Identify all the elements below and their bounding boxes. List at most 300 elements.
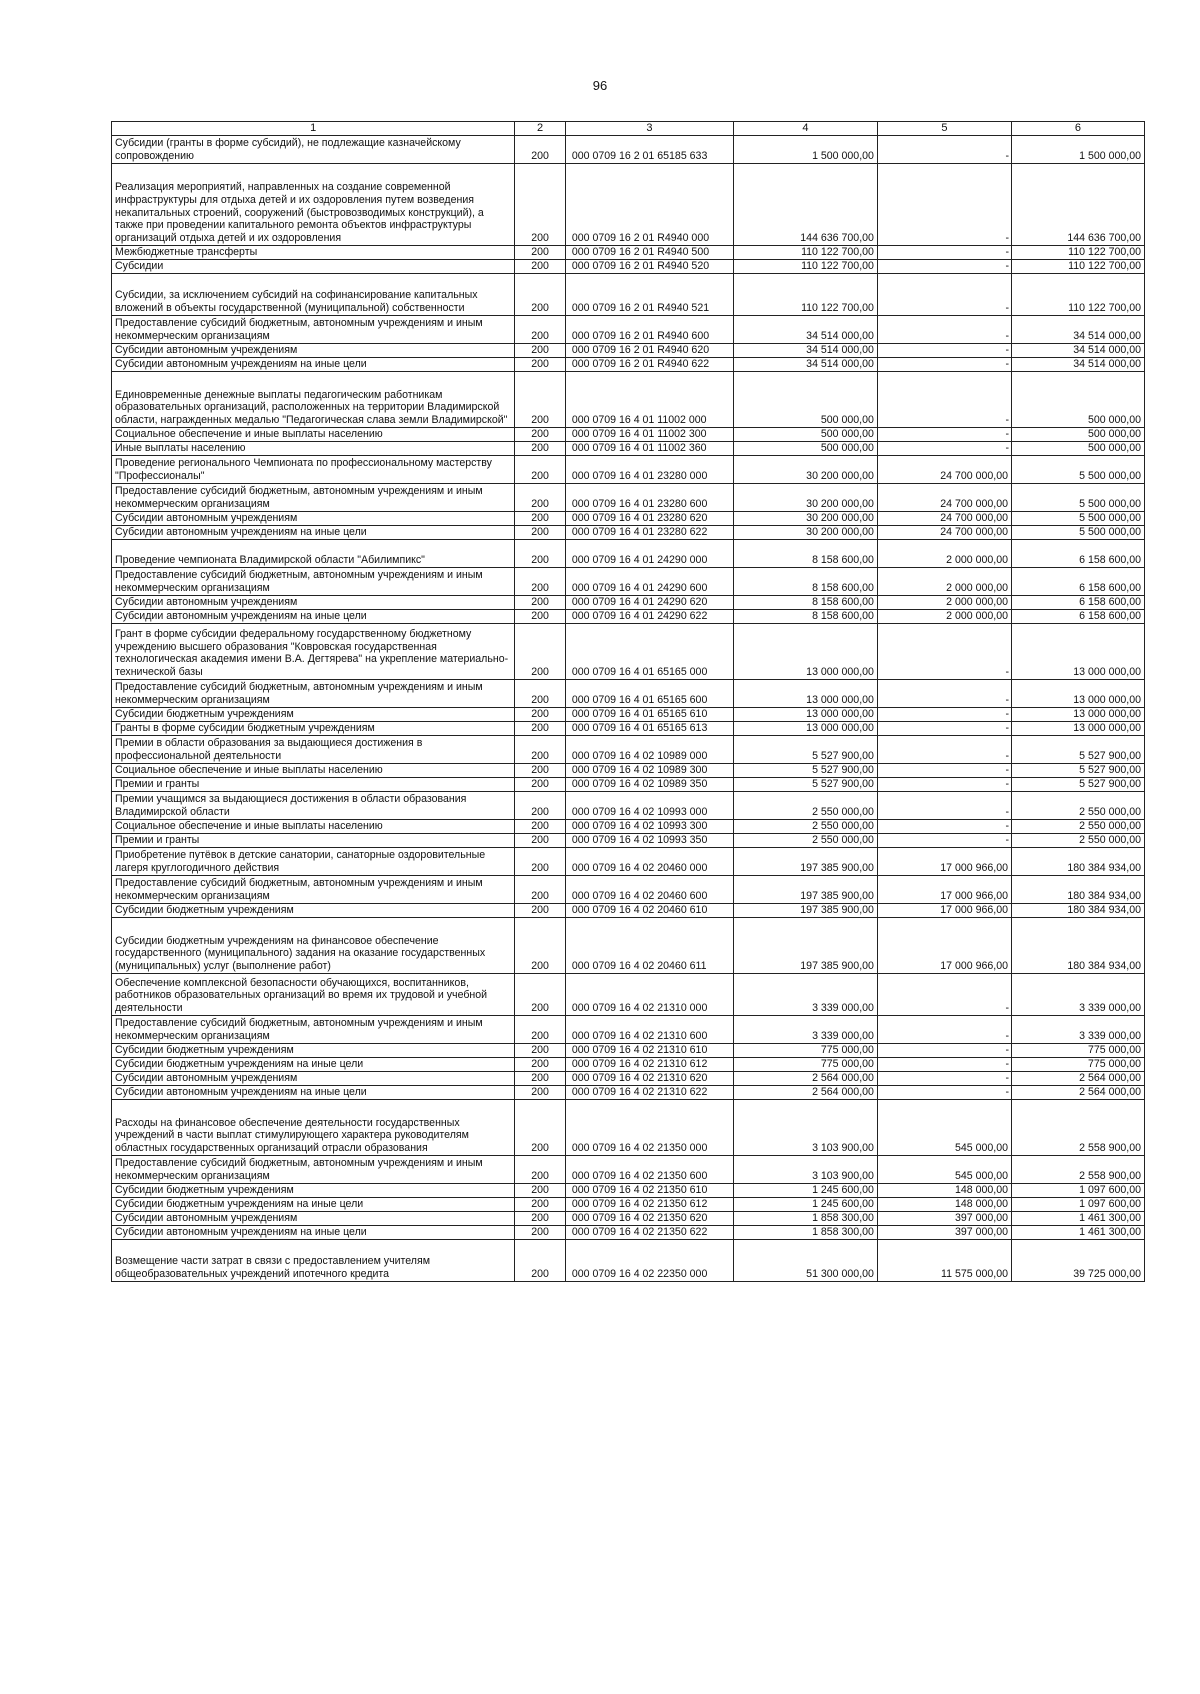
row-amount-col5 [877, 778, 1011, 792]
row-admin-code: 200 [515, 484, 566, 512]
table-row [112, 610, 1145, 624]
row-name: Субсидии (гранты в форме субсидий), не подлежащие казначейскому сопровождению [112, 136, 515, 164]
row-amount-col5: 397 000,00 [877, 1212, 1011, 1226]
table-row [112, 1156, 1145, 1184]
row-budget-code: 000 0709 16 2 01 R4940 000 [565, 164, 733, 246]
row-amount-col5 [877, 316, 1011, 344]
row-name: Единовременные денежные выплаты педагогическим работникам образовательных организаций, расположенных на территории Владимирской области, награжденных медалью "Педагогическая слава земли Владимирской" [112, 372, 515, 428]
row-amount-col6: 110 122 700,00 [1011, 246, 1144, 260]
row-name: Приобретение путёвок в детские санатории, санаторные оздоровительные лагеря круглогодичного действия [112, 848, 515, 876]
row-amount-col5 [877, 274, 1011, 316]
row-amount-col4: 1 858 300,00 [733, 1226, 877, 1240]
row-admin-code: 200 [515, 512, 566, 526]
budget-table [111, 121, 1145, 1282]
row-name: Субсидии автономным учреждениям [112, 596, 515, 610]
row-budget-code: 000 0709 16 4 02 10993 350 [565, 834, 733, 848]
row-name: Субсидии бюджетным учреждениям на иные цели [112, 1058, 515, 1072]
row-amount-col4: 8 158 600,00 [733, 610, 877, 624]
row-name: Субсидии бюджетным учреждениям [112, 904, 515, 918]
row-budget-code: 000 0709 16 4 02 20460 600 [565, 876, 733, 904]
table-row [112, 1198, 1145, 1212]
row-name: Субсидии автономным учреждениям на иные цели [112, 1086, 515, 1100]
row-budget-code: 000 0709 16 4 02 21350 000 [565, 1100, 733, 1156]
row-amount-col4: 197 385 900,00 [733, 918, 877, 974]
row-amount-col4: 13 000 000,00 [733, 624, 877, 680]
row-name: Проведение регионального Чемпионата по профессиональному мастерству "Профессионалы" [112, 456, 515, 484]
table-row [112, 246, 1145, 260]
table-row [112, 1226, 1145, 1240]
table-row [112, 876, 1145, 904]
table-row [112, 764, 1145, 778]
table-row [112, 358, 1145, 372]
row-amount-col6: 3 339 000,00 [1011, 1016, 1144, 1044]
table-row [112, 442, 1145, 456]
row-amount-col4: 34 514 000,00 [733, 358, 877, 372]
row-amount-col6: 5 500 000,00 [1011, 484, 1144, 512]
row-amount-col6: 1 461 300,00 [1011, 1226, 1144, 1240]
row-amount-col4: 1 500 000,00 [733, 136, 877, 164]
row-amount-col6: 34 514 000,00 [1011, 316, 1144, 344]
row-amount-col4: 775 000,00 [733, 1058, 877, 1072]
row-admin-code: 200 [515, 848, 566, 876]
column-header: 3 [565, 122, 733, 136]
table-row [112, 260, 1145, 274]
table-row [112, 1212, 1145, 1226]
row-name: Иные выплаты населению [112, 442, 515, 456]
row-admin-code: 200 [515, 624, 566, 680]
row-admin-code: 200 [515, 164, 566, 246]
column-header: 5 [877, 122, 1011, 136]
row-amount-col5: 11 575 000,00 [877, 1240, 1011, 1282]
table-row [112, 624, 1145, 680]
row-amount-col6: 180 384 934,00 [1011, 876, 1144, 904]
row-admin-code: 200 [515, 526, 566, 540]
row-amount-col5: 24 700 000,00 [877, 484, 1011, 512]
row-amount-col5: 17 000 966,00 [877, 876, 1011, 904]
row-amount-col6: 34 514 000,00 [1011, 358, 1144, 372]
row-amount-col6: 2 550 000,00 [1011, 792, 1144, 820]
row-amount-col5: 17 000 966,00 [877, 904, 1011, 918]
table-row [112, 848, 1145, 876]
row-amount-col4: 13 000 000,00 [733, 722, 877, 736]
row-name: Премии учащимся за выдающиеся достижения в области образования Владимирской области [112, 792, 515, 820]
row-amount-col5 [877, 680, 1011, 708]
row-amount-col4: 34 514 000,00 [733, 344, 877, 358]
row-name: Субсидии автономным учреждениям [112, 512, 515, 526]
row-amount-col5 [877, 736, 1011, 764]
row-amount-col4: 3 103 900,00 [733, 1100, 877, 1156]
row-name: Гранты в форме субсидии бюджетным учреждениям [112, 722, 515, 736]
row-amount-col6: 2 558 900,00 [1011, 1156, 1144, 1184]
row-name: Проведение чемпионата Владимирской области "Абилимпикс" [112, 540, 515, 568]
row-amount-col4: 5 527 900,00 [733, 778, 877, 792]
row-amount-col5: 148 000,00 [877, 1184, 1011, 1198]
table-row [112, 680, 1145, 708]
row-amount-col4: 197 385 900,00 [733, 848, 877, 876]
row-amount-col6: 6 158 600,00 [1011, 610, 1144, 624]
row-amount-col6: 500 000,00 [1011, 428, 1144, 442]
row-budget-code: 000 0709 16 4 02 10989 350 [565, 778, 733, 792]
row-amount-col6: 500 000,00 [1011, 442, 1144, 456]
row-admin-code: 200 [515, 1156, 566, 1184]
table-row [112, 596, 1145, 610]
row-name: Субсидии, за исключением субсидий на софинансирование капитальных вложений в объекты государственной (муниципальной) собственности [112, 274, 515, 316]
row-amount-col6: 775 000,00 [1011, 1058, 1144, 1072]
row-budget-code: 000 0709 16 2 01 R4940 520 [565, 260, 733, 274]
row-name: Предоставление субсидий бюджетным, автономным учреждениям и иным некоммерческим организациям [112, 876, 515, 904]
row-budget-code: 000 0709 16 4 01 65165 000 [565, 624, 733, 680]
row-name: Возмещение части затрат в связи с предоставлением учителям общеобразовательных учреждений ипотечного кредита [112, 1240, 515, 1282]
row-amount-col6: 5 527 900,00 [1011, 736, 1144, 764]
row-budget-code: 000 0709 16 4 02 22350 000 [565, 1240, 733, 1282]
row-budget-code: 000 0709 16 2 01 R4940 521 [565, 274, 733, 316]
row-admin-code: 200 [515, 904, 566, 918]
row-amount-col6: 5 527 900,00 [1011, 764, 1144, 778]
row-amount-col6: 110 122 700,00 [1011, 260, 1144, 274]
row-admin-code: 200 [515, 680, 566, 708]
row-amount-col4: 3 103 900,00 [733, 1156, 877, 1184]
row-name: Субсидии автономным учреждениям [112, 1072, 515, 1086]
row-budget-code: 000 0709 16 4 01 24290 600 [565, 568, 733, 596]
row-budget-code: 000 0709 16 4 01 23280 622 [565, 526, 733, 540]
row-amount-col5: 545 000,00 [877, 1156, 1011, 1184]
table-row [112, 428, 1145, 442]
row-amount-col5 [877, 764, 1011, 778]
row-budget-code: 000 0709 16 4 01 24290 620 [565, 596, 733, 610]
row-amount-col5 [877, 1072, 1011, 1086]
page-number: 96 [592, 78, 608, 93]
row-amount-col4: 3 339 000,00 [733, 1016, 877, 1044]
row-admin-code: 200 [515, 596, 566, 610]
row-amount-col4: 500 000,00 [733, 442, 877, 456]
row-admin-code: 200 [515, 834, 566, 848]
row-amount-col4: 1 245 600,00 [733, 1198, 877, 1212]
row-amount-col4: 2 550 000,00 [733, 820, 877, 834]
row-name: Социальное обеспечение и иные выплаты населению [112, 428, 515, 442]
row-amount-col4: 1 245 600,00 [733, 1184, 877, 1198]
row-amount-col5 [877, 442, 1011, 456]
row-budget-code: 000 0709 16 2 01 R4940 620 [565, 344, 733, 358]
row-amount-col4: 8 158 600,00 [733, 568, 877, 596]
table-row [112, 164, 1145, 246]
row-admin-code: 200 [515, 428, 566, 442]
row-admin-code: 200 [515, 1240, 566, 1282]
row-name: Предоставление субсидий бюджетным, автономным учреждениям и иным некоммерческим организациям [112, 1156, 515, 1184]
table-row [112, 136, 1145, 164]
row-budget-code: 000 0709 16 4 01 24290 000 [565, 540, 733, 568]
row-name: Реализация мероприятий, направленных на создание современной инфраструктуры для отдыха детей и их оздоровления путем возведения некапитальных строений, сооружений (быстровозводимых конструкций), а также при проведении капитального ремонта объектов инфраструктуры организаций отдыха детей и их оздоровления [112, 164, 515, 246]
row-name: Субсидии автономным учреждениям на иные цели [112, 358, 515, 372]
row-budget-code: 000 0709 16 2 01 R4940 622 [565, 358, 733, 372]
row-admin-code: 200 [515, 1044, 566, 1058]
row-amount-col5 [877, 1086, 1011, 1100]
row-name: Субсидии бюджетным учреждениям на иные цели [112, 1198, 515, 1212]
row-amount-col5: 2 000 000,00 [877, 568, 1011, 596]
row-admin-code: 200 [515, 442, 566, 456]
row-name: Премии и гранты [112, 778, 515, 792]
table-row [112, 1100, 1145, 1156]
row-admin-code: 200 [515, 1086, 566, 1100]
row-budget-code: 000 0709 16 4 02 21350 612 [565, 1198, 733, 1212]
row-amount-col4: 110 122 700,00 [733, 260, 877, 274]
row-amount-col4: 775 000,00 [733, 1044, 877, 1058]
row-amount-col4: 110 122 700,00 [733, 274, 877, 316]
row-budget-code: 000 0709 16 4 02 10993 000 [565, 792, 733, 820]
row-budget-code: 000 0709 16 4 02 21310 600 [565, 1016, 733, 1044]
table-row [112, 820, 1145, 834]
row-name: Предоставление субсидий бюджетным, автономным учреждениям и иным некоммерческим организациям [112, 1016, 515, 1044]
row-name: Грант в форме субсидии федеральному государственному бюджетному учреждению высшего образования "Ковровская государственная технологическая академия имени В.А. Дегтярева" на укрепление материально-технической базы [112, 624, 515, 680]
row-admin-code: 200 [515, 358, 566, 372]
row-amount-col6: 5 500 000,00 [1011, 456, 1144, 484]
row-amount-col4: 197 385 900,00 [733, 904, 877, 918]
row-budget-code: 000 0709 16 4 02 21310 000 [565, 974, 733, 1016]
row-name: Социальное обеспечение и иные выплаты населению [112, 820, 515, 834]
row-amount-col4: 2 564 000,00 [733, 1072, 877, 1086]
row-amount-col6: 13 000 000,00 [1011, 624, 1144, 680]
row-amount-col6: 2 550 000,00 [1011, 834, 1144, 848]
row-name: Премии в области образования за выдающиеся достижения в профессиональной деятельности [112, 736, 515, 764]
row-amount-col4: 30 200 000,00 [733, 484, 877, 512]
row-budget-code: 000 0709 16 4 01 24290 622 [565, 610, 733, 624]
table-row [112, 1044, 1145, 1058]
row-amount-col5 [877, 1044, 1011, 1058]
row-amount-col5 [877, 624, 1011, 680]
row-budget-code: 000 0709 16 4 02 21310 620 [565, 1072, 733, 1086]
table-row [112, 974, 1145, 1016]
row-amount-col5: 2 000 000,00 [877, 540, 1011, 568]
row-admin-code: 200 [515, 708, 566, 722]
table-row [112, 316, 1145, 344]
table-row [112, 918, 1145, 974]
row-amount-col5: 24 700 000,00 [877, 526, 1011, 540]
row-name: Субсидии [112, 260, 515, 274]
row-name: Межбюджетные трансферты [112, 246, 515, 260]
row-name: Субсидии автономным учреждениям на иные цели [112, 526, 515, 540]
row-amount-col6: 775 000,00 [1011, 1044, 1144, 1058]
row-amount-col4: 30 200 000,00 [733, 512, 877, 526]
row-amount-col6: 6 158 600,00 [1011, 540, 1144, 568]
row-amount-col5 [877, 722, 1011, 736]
row-admin-code: 200 [515, 260, 566, 274]
row-amount-col6: 2 564 000,00 [1011, 1086, 1144, 1100]
row-amount-col4: 34 514 000,00 [733, 316, 877, 344]
row-admin-code: 200 [515, 610, 566, 624]
column-header: 2 [515, 122, 566, 136]
row-admin-code: 200 [515, 372, 566, 428]
row-amount-col6: 2 550 000,00 [1011, 820, 1144, 834]
row-amount-col4: 13 000 000,00 [733, 680, 877, 708]
row-amount-col5: 148 000,00 [877, 1198, 1011, 1212]
row-amount-col4: 110 122 700,00 [733, 246, 877, 260]
row-admin-code: 200 [515, 136, 566, 164]
table-row [112, 722, 1145, 736]
row-amount-col4: 13 000 000,00 [733, 708, 877, 722]
row-amount-col6: 5 527 900,00 [1011, 778, 1144, 792]
table-row [112, 484, 1145, 512]
row-budget-code: 000 0709 16 2 01 R4940 500 [565, 246, 733, 260]
row-budget-code: 000 0709 16 4 01 65165 600 [565, 680, 733, 708]
table-row [112, 1058, 1145, 1072]
row-budget-code: 000 0709 16 4 01 23280 620 [565, 512, 733, 526]
row-amount-col4: 144 636 700,00 [733, 164, 877, 246]
row-name: Премии и гранты [112, 834, 515, 848]
row-amount-col4: 500 000,00 [733, 372, 877, 428]
row-amount-col6: 34 514 000,00 [1011, 344, 1144, 358]
row-amount-col5 [877, 1016, 1011, 1044]
row-budget-code: 000 0709 16 4 02 10993 300 [565, 820, 733, 834]
row-amount-col4: 51 300 000,00 [733, 1240, 877, 1282]
row-amount-col6: 6 158 600,00 [1011, 596, 1144, 610]
row-amount-col5 [877, 820, 1011, 834]
table-row [112, 344, 1145, 358]
row-budget-code: 000 0709 16 4 01 65165 610 [565, 708, 733, 722]
row-amount-col4: 3 339 000,00 [733, 974, 877, 1016]
row-admin-code: 200 [515, 1184, 566, 1198]
row-amount-col5 [877, 834, 1011, 848]
row-amount-col6: 13 000 000,00 [1011, 680, 1144, 708]
table-row [112, 1184, 1145, 1198]
row-name: Субсидии автономным учреждениям на иные цели [112, 1226, 515, 1240]
row-amount-col5 [877, 344, 1011, 358]
row-amount-col6: 180 384 934,00 [1011, 918, 1144, 974]
row-amount-col6: 500 000,00 [1011, 372, 1144, 428]
table-row [112, 1086, 1145, 1100]
row-amount-col6: 13 000 000,00 [1011, 722, 1144, 736]
row-name: Субсидии автономным учреждениям [112, 1212, 515, 1226]
row-name: Субсидии автономным учреждениям на иные цели [112, 610, 515, 624]
row-name: Субсидии бюджетным учреждениям на финансовое обеспечение государственного (муниципального) задания на оказание государственных (муниципальных) услуг (выполнение работ) [112, 918, 515, 974]
row-budget-code: 000 0709 16 4 02 20460 000 [565, 848, 733, 876]
row-amount-col6: 1 097 600,00 [1011, 1198, 1144, 1212]
row-amount-col4: 500 000,00 [733, 428, 877, 442]
row-amount-col6: 2 564 000,00 [1011, 1072, 1144, 1086]
row-admin-code: 200 [515, 456, 566, 484]
row-amount-col4: 30 200 000,00 [733, 456, 877, 484]
row-admin-code: 200 [515, 1058, 566, 1072]
row-budget-code: 000 0709 16 4 02 21350 610 [565, 1184, 733, 1198]
row-amount-col6: 1 097 600,00 [1011, 1184, 1144, 1198]
table-header-row [112, 122, 1145, 136]
row-amount-col5: 24 700 000,00 [877, 456, 1011, 484]
row-admin-code: 200 [515, 778, 566, 792]
row-admin-code: 200 [515, 876, 566, 904]
row-admin-code: 200 [515, 764, 566, 778]
row-amount-col5 [877, 358, 1011, 372]
column-header: 1 [112, 122, 515, 136]
row-name: Расходы на финансовое обеспечение деятельности государственных учреждений в части выплат стимулирующего характера руководителям областных государственных организаций отрасли образования [112, 1100, 515, 1156]
row-name: Предоставление субсидий бюджетным, автономным учреждениям и иным некоммерческим организациям [112, 568, 515, 596]
row-name: Субсидии бюджетным учреждениям [112, 708, 515, 722]
row-budget-code: 000 0709 16 4 02 21310 622 [565, 1086, 733, 1100]
row-amount-col6: 13 000 000,00 [1011, 708, 1144, 722]
row-budget-code: 000 0709 16 4 01 11002 360 [565, 442, 733, 456]
row-amount-col5 [877, 164, 1011, 246]
row-amount-col5 [877, 260, 1011, 274]
row-budget-code: 000 0709 16 4 02 21350 600 [565, 1156, 733, 1184]
row-amount-col4: 8 158 600,00 [733, 540, 877, 568]
table-row [112, 540, 1145, 568]
row-budget-code: 000 0709 16 4 02 21350 622 [565, 1226, 733, 1240]
row-amount-col5 [877, 792, 1011, 820]
table-row [112, 1016, 1145, 1044]
row-amount-col5: 17 000 966,00 [877, 918, 1011, 974]
row-name: Субсидии автономным учреждениям [112, 344, 515, 358]
row-amount-col6: 1 500 000,00 [1011, 136, 1144, 164]
row-admin-code: 200 [515, 792, 566, 820]
table-row [112, 904, 1145, 918]
table-row [112, 568, 1145, 596]
column-header: 4 [733, 122, 877, 136]
row-amount-col6: 6 158 600,00 [1011, 568, 1144, 596]
row-budget-code: 000 0709 16 4 02 10989 300 [565, 764, 733, 778]
row-name: Обеспечение комплексной безопасности обучающихся, воспитанников, работников образовательных организаций во время их трудовой и учебной деятельности [112, 974, 515, 1016]
row-amount-col6: 180 384 934,00 [1011, 848, 1144, 876]
row-budget-code: 000 0709 16 4 02 10989 000 [565, 736, 733, 764]
table-row [112, 526, 1145, 540]
row-admin-code: 200 [515, 540, 566, 568]
row-budget-code: 000 0709 16 2 01 R4940 600 [565, 316, 733, 344]
row-amount-col5 [877, 1058, 1011, 1072]
row-admin-code: 200 [515, 1212, 566, 1226]
row-admin-code: 200 [515, 1016, 566, 1044]
row-amount-col5 [877, 136, 1011, 164]
row-amount-col4: 5 527 900,00 [733, 736, 877, 764]
row-admin-code: 200 [515, 344, 566, 358]
row-name: Предоставление субсидий бюджетным, автономным учреждениям и иным некоммерческим организациям [112, 680, 515, 708]
row-amount-col6: 5 500 000,00 [1011, 512, 1144, 526]
row-admin-code: 200 [515, 1226, 566, 1240]
row-amount-col4: 2 550 000,00 [733, 792, 877, 820]
row-amount-col6: 2 558 900,00 [1011, 1100, 1144, 1156]
row-amount-col6: 5 500 000,00 [1011, 526, 1144, 540]
row-amount-col4: 30 200 000,00 [733, 526, 877, 540]
row-amount-col6: 110 122 700,00 [1011, 274, 1144, 316]
row-amount-col4: 2 550 000,00 [733, 834, 877, 848]
table-row [112, 792, 1145, 820]
row-amount-col6: 180 384 934,00 [1011, 904, 1144, 918]
column-header: 6 [1011, 122, 1144, 136]
row-amount-col5: 17 000 966,00 [877, 848, 1011, 876]
row-amount-col5 [877, 246, 1011, 260]
row-budget-code: 000 0709 16 4 01 23280 600 [565, 484, 733, 512]
row-admin-code: 200 [515, 246, 566, 260]
row-budget-code: 000 0709 16 2 01 65185 633 [565, 136, 733, 164]
row-name: Субсидии бюджетным учреждениям [112, 1184, 515, 1198]
row-amount-col5: 2 000 000,00 [877, 610, 1011, 624]
row-budget-code: 000 0709 16 4 02 20460 610 [565, 904, 733, 918]
table-row [112, 736, 1145, 764]
table-row [112, 512, 1145, 526]
row-amount-col5: 24 700 000,00 [877, 512, 1011, 526]
row-amount-col6: 144 636 700,00 [1011, 164, 1144, 246]
row-admin-code: 200 [515, 568, 566, 596]
row-budget-code: 000 0709 16 4 01 23280 000 [565, 456, 733, 484]
row-amount-col5 [877, 372, 1011, 428]
row-amount-col5 [877, 974, 1011, 1016]
table-row [112, 778, 1145, 792]
table-row [112, 456, 1145, 484]
row-amount-col5: 2 000 000,00 [877, 596, 1011, 610]
table-row [112, 274, 1145, 316]
row-admin-code: 200 [515, 974, 566, 1016]
row-amount-col4: 8 158 600,00 [733, 596, 877, 610]
row-name: Социальное обеспечение и иные выплаты населению [112, 764, 515, 778]
row-admin-code: 200 [515, 1198, 566, 1212]
row-budget-code: 000 0709 16 4 01 65165 613 [565, 722, 733, 736]
row-admin-code: 200 [515, 722, 566, 736]
row-amount-col5 [877, 708, 1011, 722]
